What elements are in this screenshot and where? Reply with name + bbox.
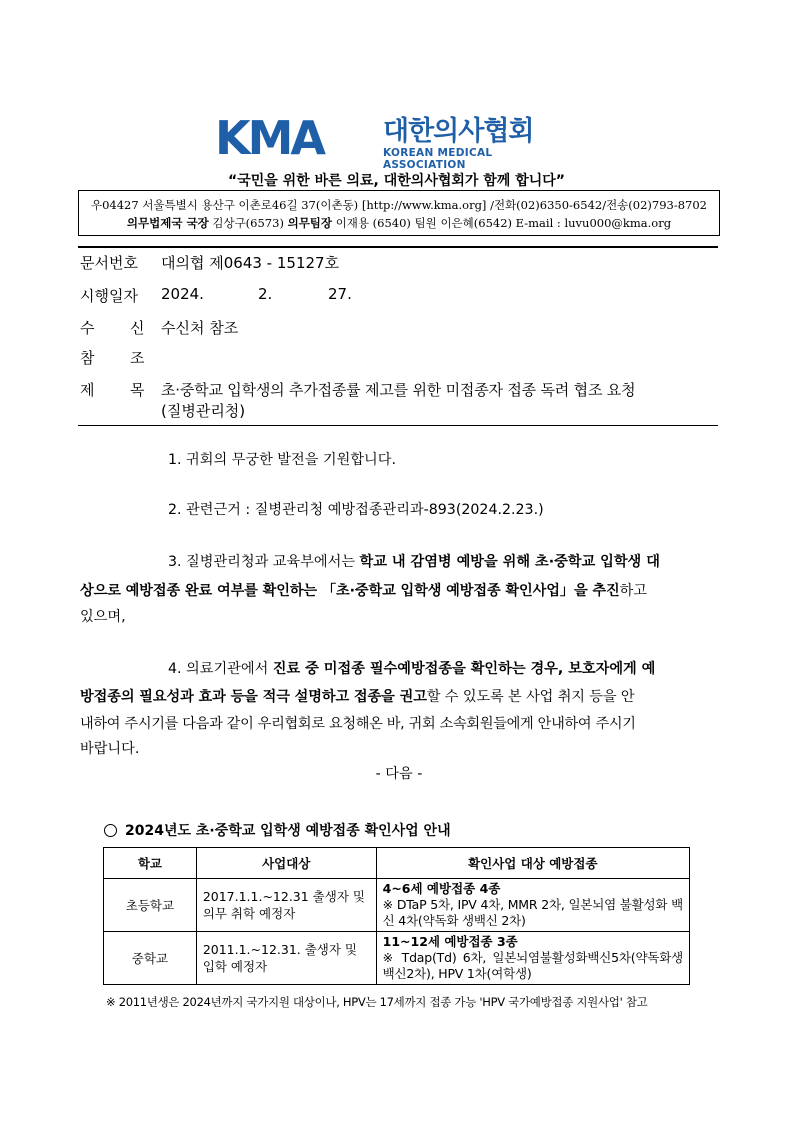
cell-school: 중학교 (104, 932, 197, 985)
logo-english-name: KOREAN MEDICAL ASSOCIATION (383, 147, 493, 171)
contact-line (79, 215, 719, 231)
next-heading: - 다음 - (375, 766, 423, 782)
address-line: 우04427 서울특별시 용산구 이촌로46길 37(이촌동) [http://www.kma.org] /전화(02)6350-6542/전송(02)793-8702 (90, 198, 707, 212)
paragraph-4-line-2: 방접종의 필요성과 효과 등을 적극 설명하고 접종을 권고할 수 있도록 본 사업 취지 등을 안 (80, 689, 635, 705)
paragraph-2: 2. 관련근거 : 질병관리청 예방접종관리과-893(2024.2.23.) (168, 502, 544, 518)
cell-vaccination (376, 932, 689, 985)
doc-no-label: 문서번호 (80, 254, 138, 272)
director-title: 의무법제국 국장 (126, 216, 209, 230)
vaccination-table (103, 847, 690, 985)
subject-line-2: (질병관리청) (161, 402, 246, 420)
date-day: 27. (328, 285, 352, 303)
vaccination-detail: ※ Tdap(Td) 6차, 일본뇌염불활성화백신5차(약독화생백신2차), HPV 1차(여학생) (382, 950, 683, 981)
date-year: 2024. (161, 285, 204, 303)
address-box (78, 190, 720, 236)
ref-label-1: 참 (80, 349, 95, 367)
header-vaccination: 확인사업 대상 예방접종 (376, 848, 689, 879)
table-row (104, 932, 690, 985)
cell-target: 2017.1.1.~12.31 출생자 및 의무 취학 예정자 (196, 879, 376, 932)
subject-label-1: 제 (80, 381, 95, 399)
to-label-1: 수 (80, 319, 95, 337)
cell-vaccination (376, 879, 689, 932)
paragraph-4-line-1: 4. 의료기관에서 진료 중 미접종 필수예방접종을 확인하는 경우, 보호자에게 예 (168, 661, 656, 677)
header-school: 학교 (104, 848, 197, 879)
section-title: 2024년도 초·중학교 입학생 예방접종 확인사업 안내 (104, 820, 451, 840)
paragraph-3-line-2: 상으로 예방접종 완료 여부를 확인하는 「초·중학교 입학생 예방접종 확인사업」을 추진하고 (80, 583, 647, 599)
paragraph-4-line-3: 내하여 주시기를 다음과 같이 우리협회로 요청해온 바, 귀회 소속회원들에게 안내하여 주시기 (80, 716, 636, 732)
date-month: 2. (258, 285, 273, 303)
subject-line-1: 초·중학교 입학생의 추가접종률 제고를 위한 미접종자 접종 독려 협조 요청 (161, 381, 636, 399)
manager-info: 이재용 (6540) 팀원 이은혜(6542) E-mail : luvu000@kma.org (335, 216, 672, 230)
divider (78, 425, 718, 426)
ref-label-2: 조 (130, 349, 145, 367)
date-label: 시행일자 (80, 287, 138, 305)
paragraph-4-line-4: 바랍니다. (80, 741, 140, 757)
manager-title: 의무팀장 (287, 216, 333, 230)
table-row (104, 879, 690, 932)
paragraph-3-line-3: 있으며, (80, 609, 126, 625)
logo-korean-name: 대한의사협회 (383, 116, 534, 147)
vaccination-title: 11~12세 예방접종 3종 (382, 934, 518, 949)
slogan: “국민을 위한 바른 의료, 대한의사협회가 함께 합니다” (228, 173, 565, 189)
header-target: 사업대상 (196, 848, 376, 879)
kma-logo (215, 111, 575, 171)
doc-no: 대의협 제0643 - 15127호 (161, 254, 340, 272)
logo-mark: KMA (215, 111, 324, 165)
vaccination-title: 4~6세 예방접종 4종 (382, 881, 501, 896)
table-header-row (104, 848, 690, 879)
divider (78, 246, 718, 248)
circle-bullet-icon (104, 824, 117, 837)
paragraph-3-line-1: 3. 질병관리청과 교육부에서는 학교 내 감염병 예방을 위해 초·중학교 입학생 대 (168, 554, 660, 570)
cell-target: 2011.1.~12.31. 출생자 및 입학 예정자 (196, 932, 376, 985)
to-label-2: 신 (130, 319, 145, 337)
cell-school: 초등학교 (104, 879, 197, 932)
subject-label-2: 목 (130, 381, 145, 399)
footnote: ※ 2011년생은 2024년까지 국가지원 대상이나, HPV는 17세까지 접종 가능 'HPV 국가예방접종 지원사업' 참고 (106, 995, 648, 1009)
paragraph-1: 1. 귀회의 무궁한 발전을 기원합니다. (168, 452, 396, 468)
to-value: 수신처 참조 (161, 319, 239, 337)
director-info: 김상구(6573) (212, 216, 284, 230)
vaccination-detail: ※ DTaP 5차, IPV 4차, MMR 2차, 일본뇌염 불활성화 백신 4차(약독화 생백신 2차) (382, 897, 683, 928)
